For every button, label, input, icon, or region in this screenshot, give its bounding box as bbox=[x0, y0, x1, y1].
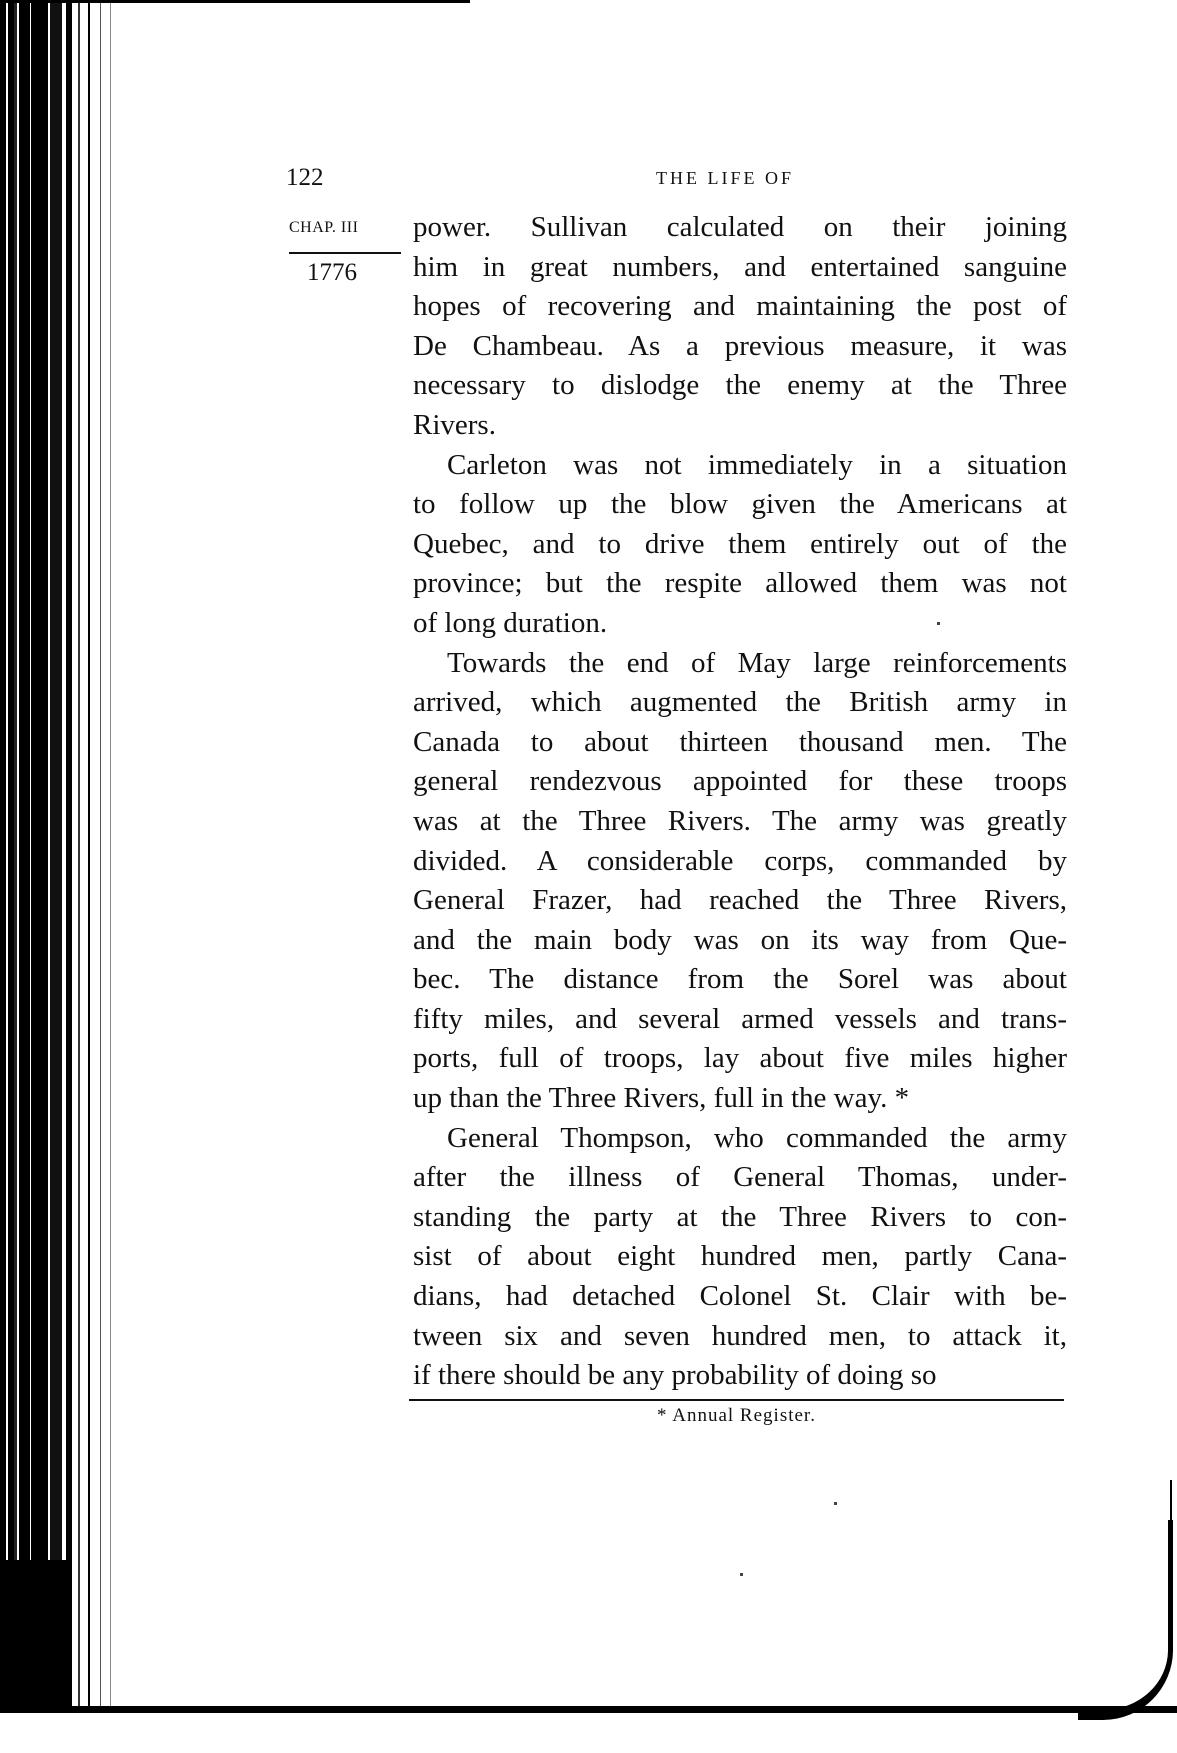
footnote: * Annual Register. bbox=[657, 1405, 816, 1426]
text-line: province; but the respite allowed them was not bbox=[413, 567, 1067, 600]
scan-speck bbox=[937, 622, 940, 625]
text-line: general rendezvous appointed for these troops bbox=[413, 765, 1067, 798]
footnote-rule bbox=[409, 1399, 1064, 1401]
text-line: General Frazer, had reached the Three Rivers, bbox=[413, 884, 1067, 917]
margin-year: 1776 bbox=[307, 259, 357, 286]
text-line: to follow up the blow given the Americans at bbox=[413, 488, 1067, 521]
text-line: if there should be any probability of doing so bbox=[413, 1359, 937, 1392]
text-line: of long duration. bbox=[413, 606, 608, 639]
text-line: Rivers. bbox=[413, 408, 496, 441]
text-line: tween six and seven hundred men, to attack it, bbox=[413, 1319, 1067, 1352]
running-head: THE LIFE OF bbox=[656, 168, 794, 188]
text-line: up than the Three Rivers, full in the way. * bbox=[413, 1082, 910, 1115]
text-line: fifty miles, and several armed vessels and trans- bbox=[413, 1002, 1067, 1035]
margin-chapter: CHAP. III bbox=[289, 219, 359, 236]
text-line: dians, had detached Colonel St. Clair with be- bbox=[413, 1280, 1067, 1313]
text-line: bec. The distance from the Sorel was about bbox=[413, 963, 1067, 996]
page-bottom-edge bbox=[0, 1706, 1177, 1713]
page-number: 122 bbox=[286, 164, 324, 191]
text-line: was at the Three Rivers. The army was greatly bbox=[413, 804, 1067, 837]
page-curl bbox=[1078, 1520, 1173, 1720]
binding-shadow bbox=[0, 1560, 70, 1712]
text-line: General Thompson, who commanded the army bbox=[447, 1121, 1067, 1154]
scan-speck bbox=[834, 1502, 837, 1505]
page-top-edge bbox=[0, 0, 470, 3]
text-line: arrived, which augmented the British army in bbox=[413, 686, 1067, 719]
text-line: De Chambeau. As a previous measure, it was bbox=[413, 329, 1067, 362]
text-line: after the illness of General Thomas, under- bbox=[413, 1161, 1067, 1194]
text-line: Quebec, and to drive them entirely out of the bbox=[413, 527, 1067, 560]
scan-speck bbox=[740, 1573, 743, 1576]
text-line: Canada to about thirteen thousand men. The bbox=[413, 725, 1067, 758]
text-line: Towards the end of May large reinforcements bbox=[447, 646, 1067, 679]
text-line: him in great numbers, and entertained sanguine bbox=[413, 250, 1067, 283]
text-line: hopes of recovering and maintaining the post of bbox=[413, 290, 1067, 323]
margin-rule bbox=[289, 252, 401, 254]
text-line: necessary to dislodge the enemy at the Three bbox=[413, 369, 1067, 402]
body-text bbox=[413, 208, 1067, 1396]
text-line: power. Sullivan calculated on their joining bbox=[413, 211, 1067, 243]
text-line: divided. A considerable corps, commanded by bbox=[413, 844, 1067, 877]
text-line: Carleton was not immediately in a situation bbox=[447, 448, 1067, 481]
book-binding-edge bbox=[0, 0, 124, 1712]
text-line: standing the party at the Three Rivers to con- bbox=[413, 1200, 1067, 1233]
text-line: and the main body was on its way from Que- bbox=[413, 923, 1067, 956]
text-line: ports, full of troops, lay about five miles higher bbox=[413, 1042, 1067, 1075]
text-line: sist of about eight hundred men, partly Cana- bbox=[413, 1240, 1067, 1273]
